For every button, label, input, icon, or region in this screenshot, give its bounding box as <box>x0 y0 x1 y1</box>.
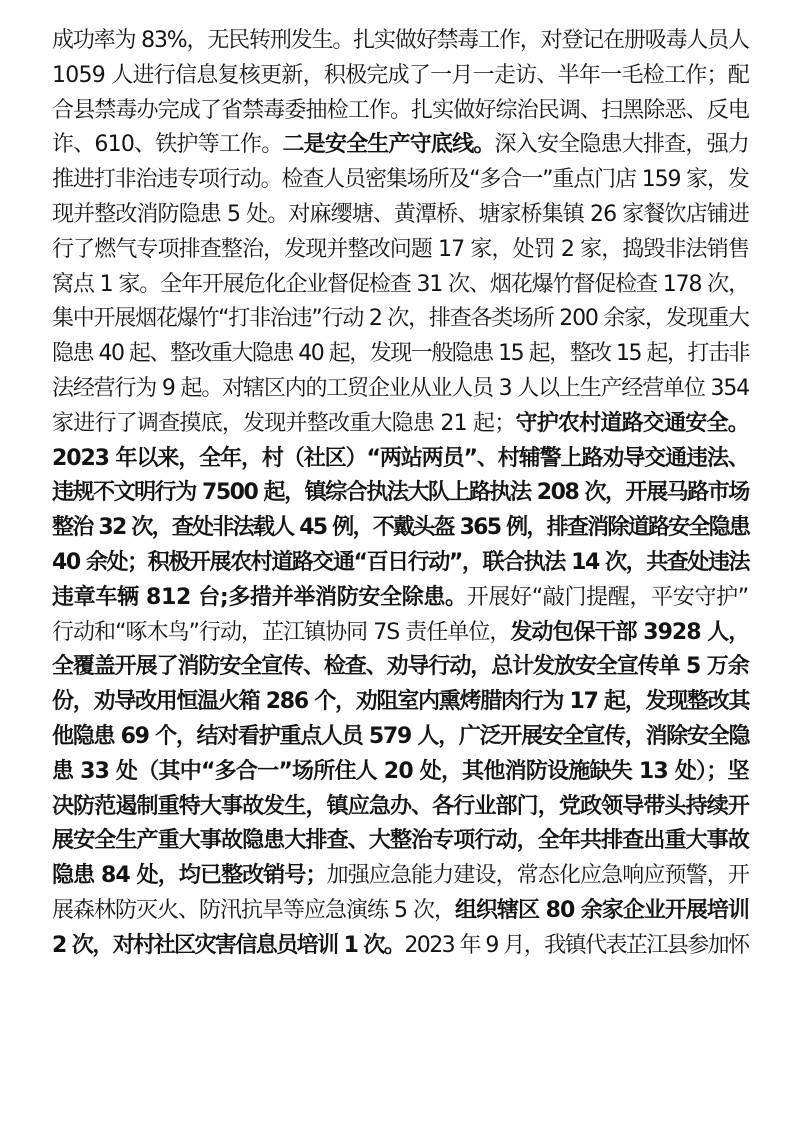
text-run: 家进行了调查摸底，发现并整改重大隐患 21 起； <box>52 410 516 436</box>
text-line <box>52 407 749 442</box>
bold-text-run: 展安全生产重大事故隐患大排查、大整治专项行动，全年共排查出重大事故 <box>52 828 750 854</box>
text-line <box>52 859 749 894</box>
text-line <box>52 581 749 616</box>
bold-text-run: 发动包保干部 3928 人， <box>510 619 750 645</box>
text-line <box>52 302 749 337</box>
bold-text-run: 二是安全生产守底线。 <box>282 132 495 158</box>
text-line <box>52 59 749 94</box>
text-line <box>52 616 749 651</box>
bold-text-run: 他隐患 69 个，结对看护重点人员 579 人，广泛开展安全宣传，消除安全隐 <box>52 723 750 749</box>
bold-text-run: 份，劝导改用恒温火箱 286 个，劝阻室内熏烤腊肉行为 17 起，发现整改其 <box>52 689 750 715</box>
text-line <box>52 824 749 859</box>
text-line <box>52 163 749 198</box>
text-line <box>52 790 749 825</box>
text-line <box>52 94 749 129</box>
text-run: 1059 人进行信息复核更新，积极完成了一月一走访、半年一毛检工作；配 <box>52 62 749 88</box>
text-run: 加强应急能力建设，常态化应急响应预警，开 <box>326 863 749 889</box>
bold-text-run: 患 33 处（其中“多合一”场所住人 20 处，其他消防设施缺失 13 处）；坚 <box>52 758 749 784</box>
bold-text-run: 违章车辆 812 台;多措并举消防安全除患。 <box>52 584 467 610</box>
text-line <box>52 929 749 964</box>
text-run: 2023 年 9 月，我镇代表芷江县参加怀 <box>404 932 749 958</box>
text-run: 法经营行为 9 起。对辖区内的工贸企业从业人员 3 人以上生产经营单位 354 <box>52 375 749 401</box>
text-line <box>52 233 749 268</box>
text-line <box>52 650 749 685</box>
bold-text-run: 整治 32 次，查处非法载人 45 例，不戴头盔 365 例，排查消除道路安全隐患 <box>52 515 750 541</box>
text-run: 成功率为 83%，无民转刑发生。扎实做好禁毒工作，对登记在册吸毒人员人 <box>52 28 749 53</box>
text-line <box>52 372 749 407</box>
text-run: 行了燃气专项排查整治，发现并整改问题 17 家，处罚 2 家，捣毁非法销售 <box>52 236 749 262</box>
text-line <box>52 720 749 755</box>
text-run: 合县禁毒办完成了省禁毒委抽检工作。扎实做好综治民调、扫黑除恶、反电 <box>52 97 750 123</box>
text-line <box>52 546 749 581</box>
text-line <box>52 24 749 59</box>
body-text <box>52 24 749 964</box>
text-run: 展森林防灭火、防汛抗旱等应急演练 5 次， <box>52 897 455 923</box>
text-line <box>52 476 749 511</box>
text-run: 行动和“啄木鸟”行动，芷江镇协同 7S 责任单位， <box>52 619 511 645</box>
text-run: 隐患 40 起、整改重大隐患 40 起，发现一般隐患 15 起，整改 15 起，打击非 <box>52 341 749 367</box>
text-line <box>52 755 749 790</box>
text-run: 窝点 1 家。全年开展危化企业督促检查 31 次、烟花爆竹督促检查 178 次， <box>52 271 749 297</box>
text-run: 诈、610、铁护等工作。 <box>52 132 283 158</box>
text-run: 现并整改消防隐患 5 处。对麻缨塘、黄潭桥、塘家桥集镇 26 家餐饮店铺进 <box>52 201 749 227</box>
text-run: 深入安全隐患大排查，强力 <box>494 132 750 158</box>
text-line <box>52 442 749 477</box>
text-line <box>52 337 749 372</box>
bold-text-run: 违规不文明行为 7500 起，镇综合执法大队上路执法 208 次，开展马路市场 <box>52 480 749 506</box>
text-line <box>52 268 749 303</box>
text-line <box>52 128 749 163</box>
text-line <box>52 511 749 546</box>
bold-text-run: 组织辖区 80 余家企业开展培训 <box>455 897 749 923</box>
text-run: 集中开展烟花爆竹“打非治违”行动 2 次，排查各类场所 200 余家，发现重大 <box>52 306 749 332</box>
bold-text-run: 隐患 84 处，均已整改销号； <box>52 863 327 889</box>
text-run: 开展好“敲门提醒，平安守护” <box>466 584 749 610</box>
text-line <box>52 894 749 929</box>
text-line <box>52 198 749 233</box>
bold-text-run: 40 余处；积极开展农村道路交通“百日行动”，联合执法 14 次，共查处违法 <box>52 549 750 575</box>
bold-text-run: 决防范遏制重特大事故发生，镇应急办、各行业部门，党政领导带头持续开 <box>52 793 750 819</box>
bold-text-run: 2023 年以来，全年，村（社区）“两站两员”、村辅警上路劝导交通违法、 <box>52 445 749 471</box>
bold-text-run: 2 次，对村社区灾害信息员培训 1 次。 <box>52 932 405 958</box>
bold-text-run: 全覆盖开展了消防安全宣传、检查、劝导行动，总计发放安全宣传单 5 万余 <box>52 654 749 680</box>
text-run: 推进打非治违专项行动。检查人员密集场所及“多合一”重点门店 159 家，发 <box>52 167 749 193</box>
bold-text-run: 守护农村道路交通安全。 <box>515 410 749 436</box>
text-line <box>52 685 749 720</box>
